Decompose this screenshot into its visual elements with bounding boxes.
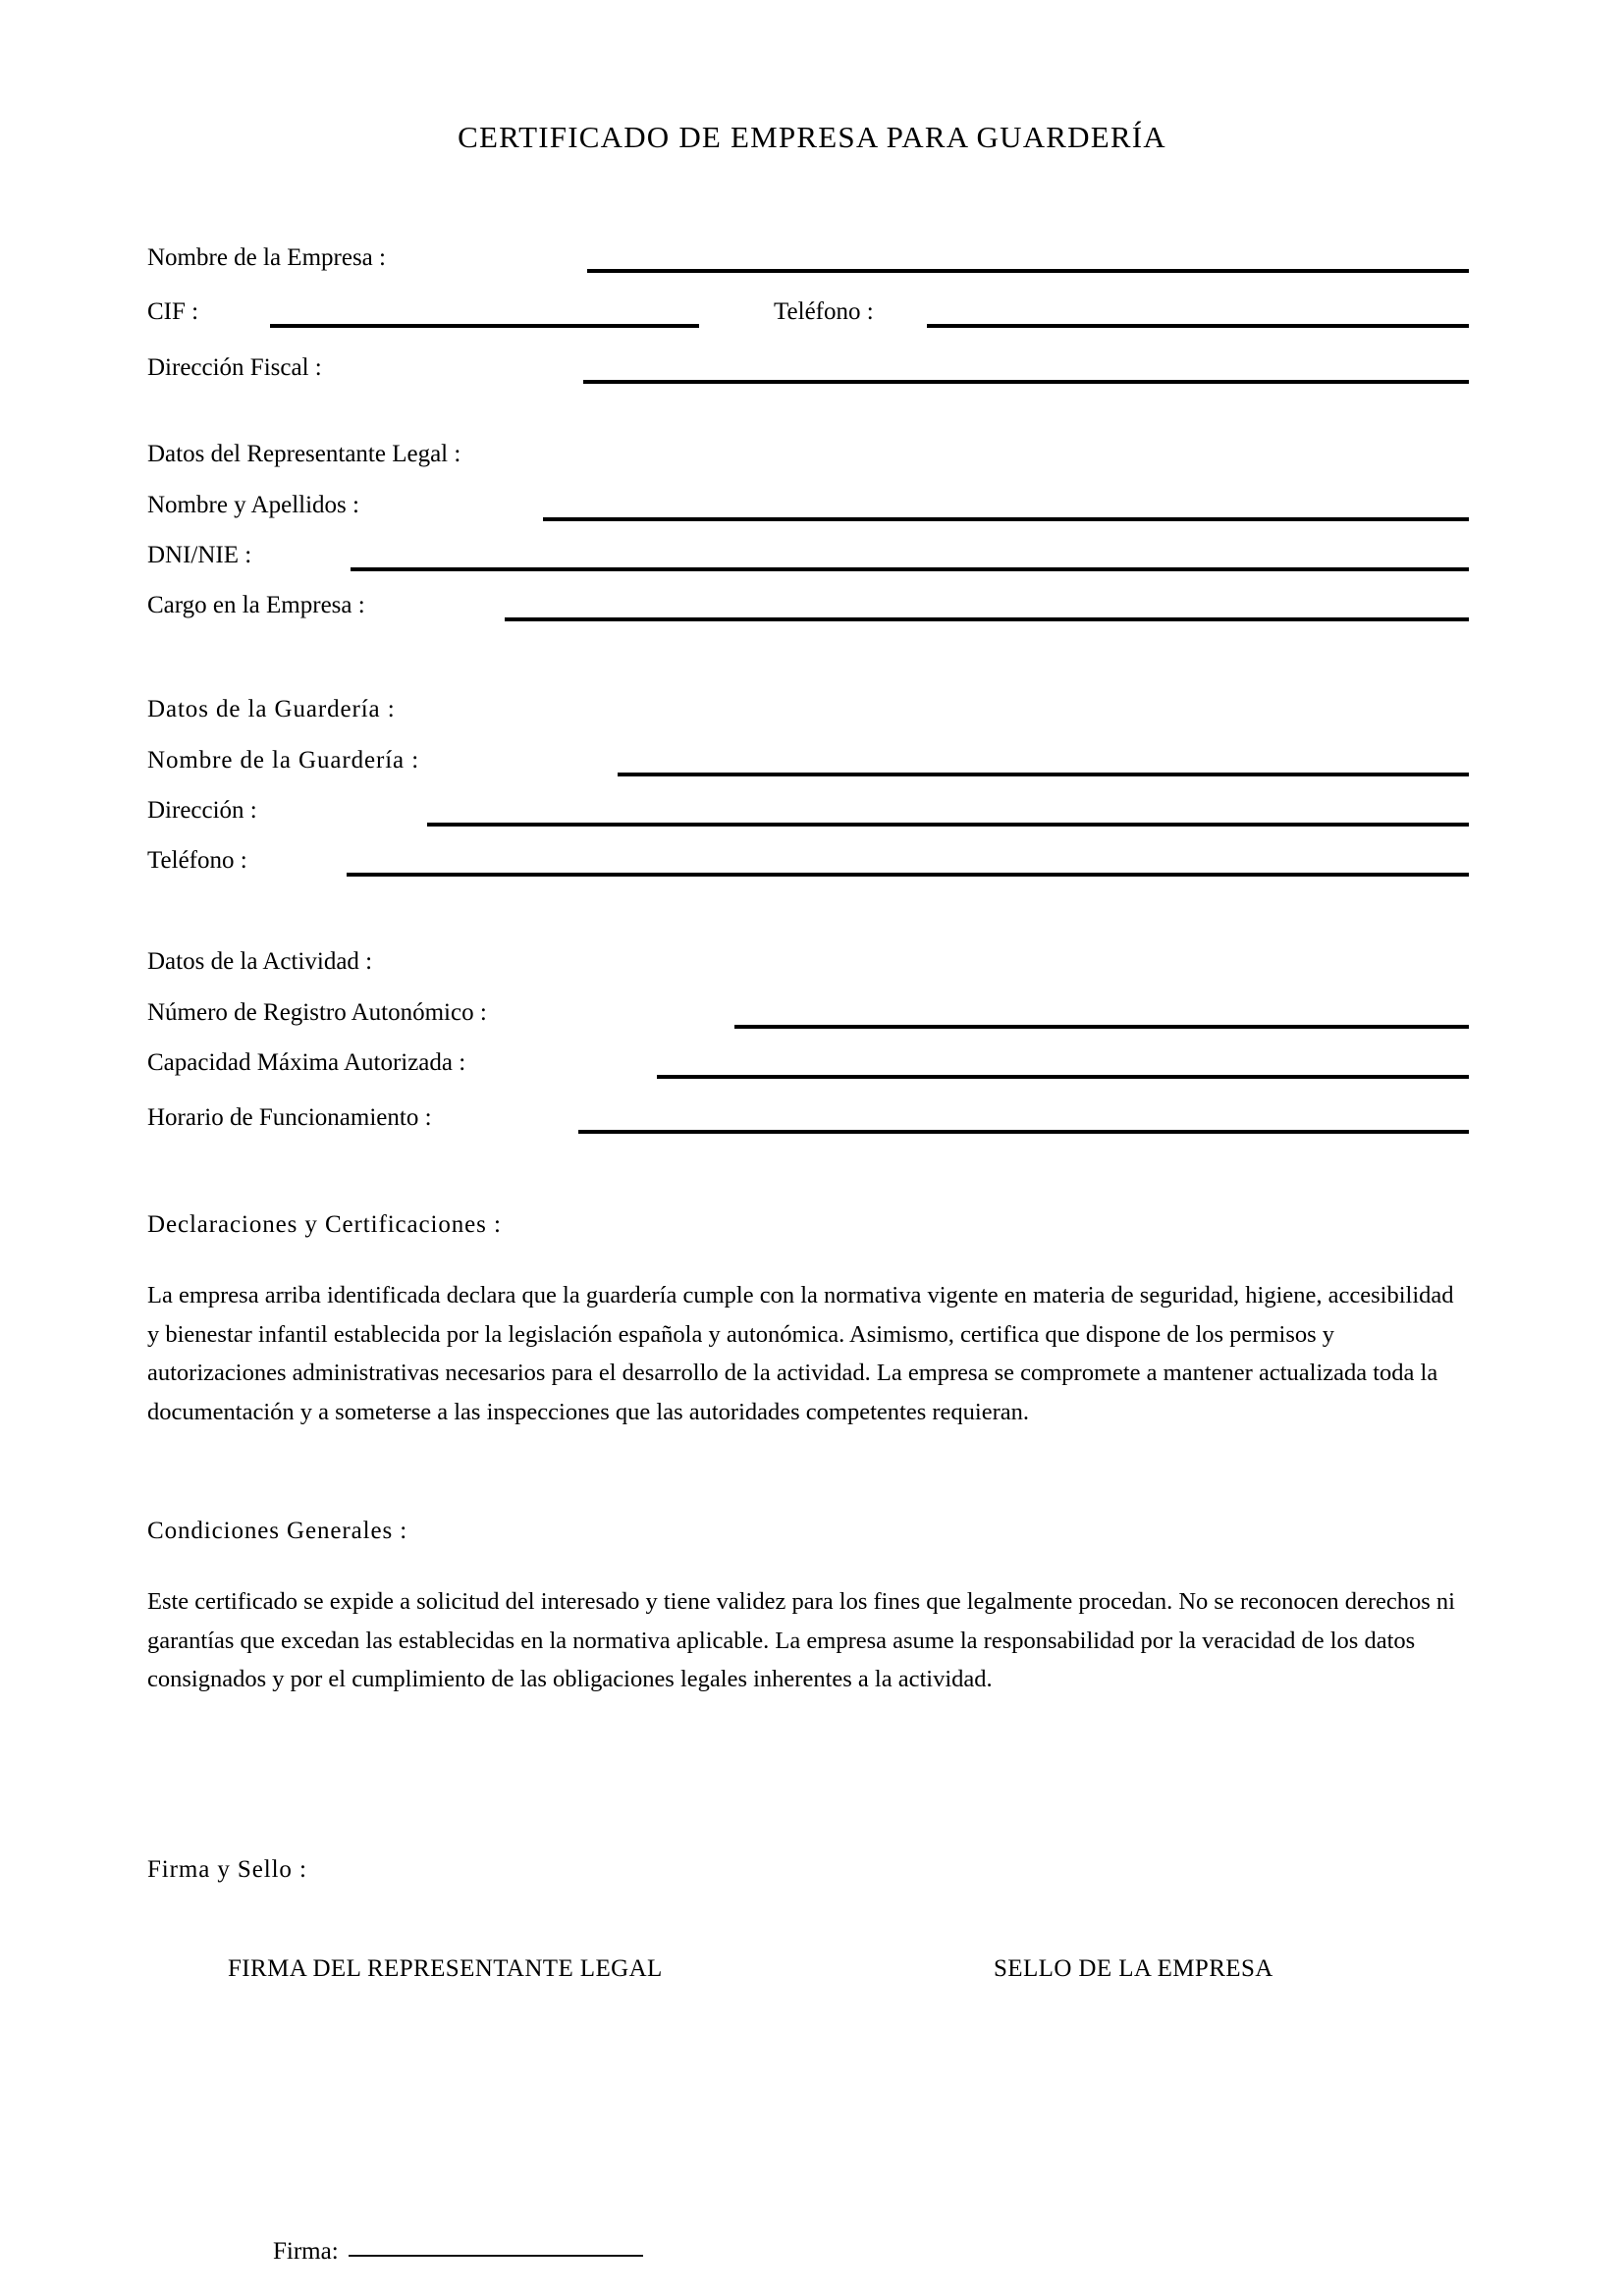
caption-sello-empresa: SELLO DE LA EMPRESA (994, 1955, 1273, 1982)
label-dni-nie: DNI/NIE : (147, 542, 252, 568)
field-nombre-empresa[interactable] (587, 269, 1469, 273)
declaraciones-body: La empresa arriba identificada declara que la guardería cumple con la normativa vigente en materia de seguridad, higiene, accesibilidad y bienestar infantil establecida por la legislación española y autonómica. Asimismo, certifica que dispone de los permisos y autorizaciones administrativas necesarios para el desarrollo de la actividad. La empresa se compromete a mantener actualizada toda la documentación y a someterse a las inspecciones que las autoridades competentes requieran. (147, 1282, 1454, 1425)
field-cif[interactable] (270, 324, 699, 328)
label-capacidad-maxima: Capacidad Máxima Autorizada : (147, 1049, 466, 1076)
field-horario-funcionamiento[interactable] (578, 1130, 1469, 1134)
label-nombre-empresa: Nombre de la Empresa : (147, 244, 386, 271)
condiciones-body: Este certificado se expide a solicitud del interesado y tiene validez para los fines que legalmente procedan. No se reconocen derechos ni garantías que excedan las establecidas en la normativa aplicable. La empresa asume la responsabilidad por la veracidad de los datos consignados y por el cumplimiento de las obligaciones legales inherentes a la actividad. (147, 1588, 1455, 1692)
label-direccion-guarderia: Dirección : (147, 797, 257, 824)
heading-datos-actividad: Datos de la Actividad : (147, 948, 373, 975)
field-nombre-guarderia[interactable] (618, 773, 1469, 776)
heading-datos-guarderia: Datos de la Guardería : (147, 696, 396, 722)
heading-condiciones-generales: Condiciones Generales : (147, 1518, 408, 1544)
label-telefono-guarderia: Teléfono : (147, 847, 247, 874)
field-direccion-fiscal[interactable] (583, 380, 1469, 384)
footer-firma (273, 2238, 643, 2266)
label-nombre-apellidos: Nombre y Apellidos : (147, 492, 359, 518)
field-nombre-apellidos[interactable] (543, 517, 1469, 521)
field-telefono-guarderia[interactable] (347, 873, 1469, 877)
label-cif: CIF : (147, 298, 199, 325)
heading-firma-sello: Firma y Sello : (147, 1856, 307, 1883)
field-capacidad-maxima[interactable] (657, 1075, 1469, 1079)
field-direccion-guarderia[interactable] (427, 823, 1469, 827)
label-direccion-fiscal: Dirección Fiscal : (147, 354, 322, 381)
label-registro-autonomico: Número de Registro Autonómico : (147, 999, 487, 1026)
footer-firma-label: Firma: (273, 2238, 339, 2265)
field-telefono-empresa[interactable] (927, 324, 1469, 328)
page-title: CERTIFICADO DE EMPRESA PARA GUARDERÍA (458, 120, 1166, 154)
heading-representante-legal: Datos del Representante Legal : (147, 441, 461, 467)
footer-firma-line[interactable] (349, 2255, 643, 2257)
label-cargo-empresa: Cargo en la Empresa : (147, 592, 365, 618)
field-registro-autonomico[interactable] (734, 1025, 1469, 1029)
label-horario-funcionamiento: Horario de Funcionamiento : (147, 1104, 432, 1131)
field-cargo-empresa[interactable] (505, 617, 1469, 621)
heading-declaraciones: Declaraciones y Certificaciones : (147, 1211, 502, 1238)
caption-firma-representante: FIRMA DEL REPRESENTANTE LEGAL (228, 1955, 663, 1982)
field-dni-nie[interactable] (351, 567, 1469, 571)
label-nombre-guarderia: Nombre de la Guardería : (147, 747, 420, 774)
label-telefono-empresa: Teléfono : (774, 298, 874, 325)
